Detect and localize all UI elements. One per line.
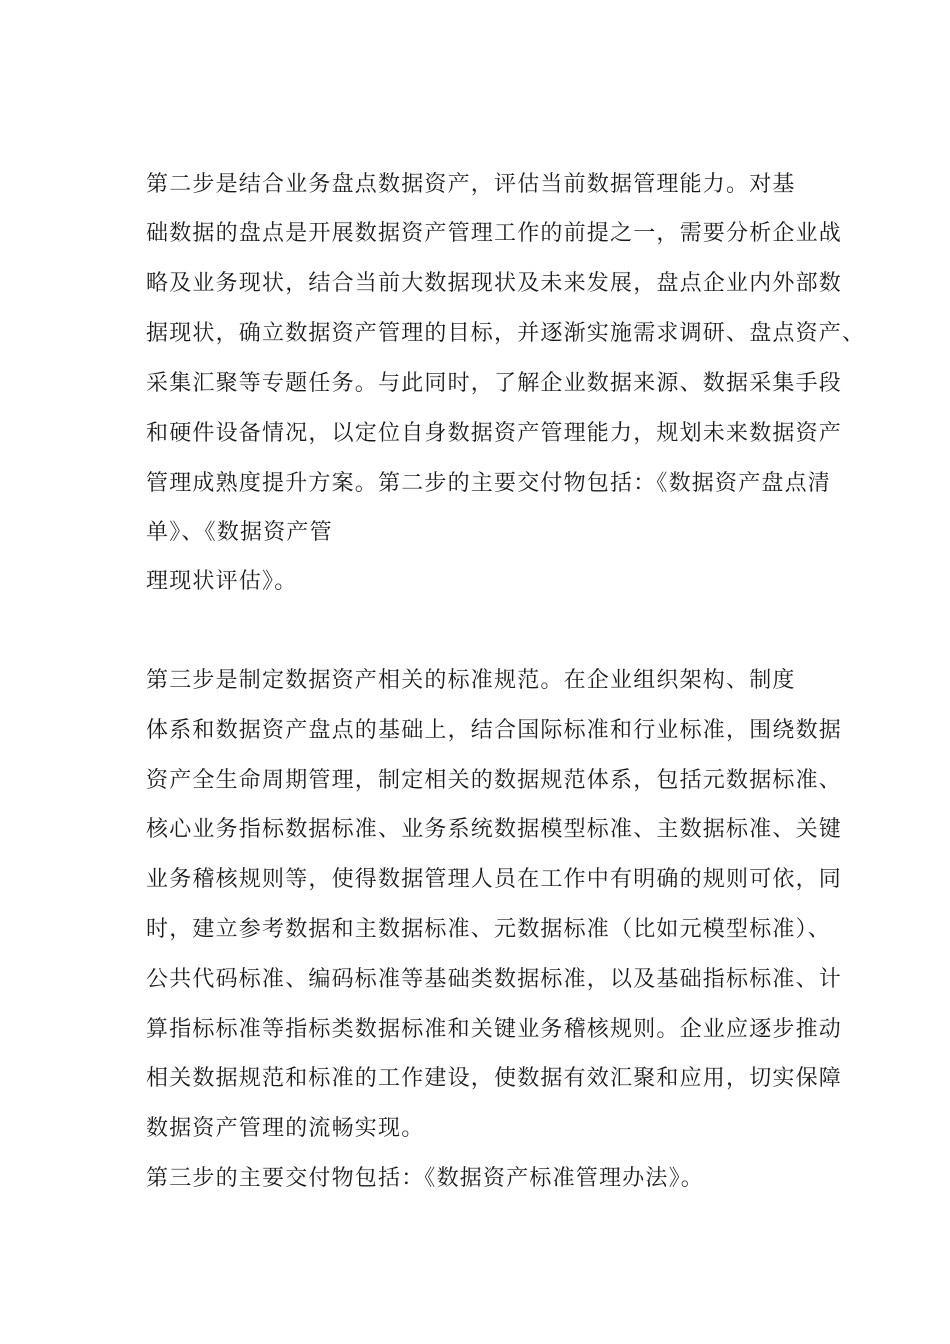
paragraph-line: 础数据的盘点是开展数据资产管理工作的前提之一，需要分析企业战	[146, 221, 843, 246]
paragraph-line: 时，建立参考数据和主数据标准、元数据标准（比如元模型标准）、	[146, 917, 832, 942]
paragraph-line: 第三步的主要交付物包括：《数据资产标准管理办法》。	[146, 1166, 705, 1191]
paragraph-line: 第三步是制定数据资产相关的标准规范。在企业组织架构、制度	[146, 668, 796, 693]
paragraph-line: 体系和数据资产盘点的基础上，结合国际标准和行业标准，围绕数据	[146, 718, 843, 743]
paragraph-line: 资产全生命周期管理，制定相关的数据规范体系，包括元数据标准、	[146, 768, 843, 793]
paragraph-line: 略及业务现状，结合当前大数据现状及未来发展，盘点企业内外部数	[146, 271, 843, 296]
paragraph-line: 算指标标准等指标类数据标准和关键业务稽核规则。企业应逐步推动	[146, 1017, 843, 1042]
paragraph-line: 相关数据规范和标准的工作建设，使数据有效汇聚和应用，切实保障	[146, 1066, 843, 1091]
paragraph-line: 业务稽核规则等，使得数据管理人员在工作中有明确的规则可依，同	[146, 867, 843, 892]
paragraph-line: 和硬件设备情况，以定位自身数据资产管理能力，规划未来数据资产	[146, 421, 843, 446]
paragraph-line: 单》、《数据资产管	[146, 520, 333, 545]
paragraph-line: 核心业务指标数据标准、业务系统数据模型标准、主数据标准、关键	[146, 817, 843, 842]
paragraph-line: 据现状，确立数据资产管理的目标，并逐渐实施需求调研、盘点资产、	[146, 321, 866, 346]
paragraph-line: 管理成熟度提升方案。第二步的主要交付物包括：《数据资产盘点清	[146, 471, 832, 496]
paragraph-line: 理现状评估》。	[146, 569, 298, 594]
paragraph-line: 第二步是结合业务盘点数据资产，评估当前数据管理能力。对基	[146, 172, 796, 197]
paragraph-line: 公共代码标准、编码标准等基础类数据标准，以及基础指标标准、计	[146, 967, 843, 992]
paragraph-line: 数据资产管理的流畅实现。	[146, 1116, 425, 1141]
paragraph-line: 采集汇聚等专题任务。与此同时，了解企业数据来源、数据采集手段	[146, 371, 843, 396]
